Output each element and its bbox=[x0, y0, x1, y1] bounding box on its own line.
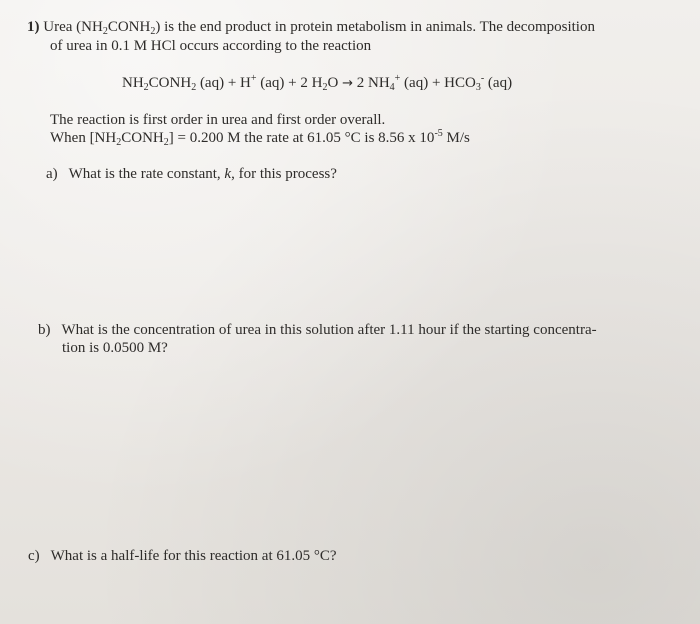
eq-sup: - bbox=[480, 73, 485, 84]
eq-sup: + bbox=[250, 73, 257, 84]
question-b-line1 bbox=[38, 321, 597, 339]
eq-part: O bbox=[327, 75, 343, 91]
eq-sub: 2 bbox=[191, 82, 197, 93]
intro-text-a: Urea (NH bbox=[43, 19, 103, 35]
problem-intro-line1 bbox=[27, 18, 595, 36]
eq-sub: 4 bbox=[389, 82, 395, 93]
exponent: -5 bbox=[434, 128, 443, 139]
question-a-text: , for this process? bbox=[231, 166, 337, 182]
eq-sub: 2 bbox=[322, 82, 328, 93]
reaction-equation bbox=[122, 74, 512, 93]
question-c-label: c) bbox=[28, 548, 40, 564]
intro-text-b: CONH bbox=[107, 19, 151, 35]
given-part: M/s bbox=[442, 130, 470, 146]
given-part: When [NH bbox=[50, 130, 117, 146]
eq-part: NH bbox=[122, 75, 144, 91]
eq-part: (aq) bbox=[484, 75, 513, 91]
eq-sup: + bbox=[394, 73, 401, 84]
intro-text-c: ) is the end product in protein metabolism in animals. The decomposition bbox=[155, 19, 595, 35]
given-part: CONH bbox=[121, 130, 164, 146]
problem-number: 1) bbox=[27, 19, 40, 35]
given-sub: 2 bbox=[163, 137, 169, 148]
question-a bbox=[46, 165, 337, 183]
problem-intro-line2: of urea in 0.1 M HCl occurs according to the reaction bbox=[50, 38, 372, 54]
eq-sub: 3 bbox=[475, 82, 481, 93]
question-b-line2: tion is 0.0500 M? bbox=[62, 340, 168, 356]
question-a-label: a) bbox=[46, 166, 58, 182]
eq-sub: 2 bbox=[143, 82, 149, 93]
rate-constant-symbol: k bbox=[224, 166, 232, 182]
question-c bbox=[28, 547, 337, 565]
question-a-text: What is the rate constant, bbox=[68, 166, 225, 182]
intro-sub-2: 2 bbox=[150, 26, 156, 37]
question-c-text: What is a half-life for this reaction at 61.05 °C? bbox=[50, 548, 337, 564]
eq-part: (aq) + HCO bbox=[400, 75, 476, 91]
eq-part: 2 NH bbox=[352, 75, 390, 91]
eq-part: (aq) + H bbox=[196, 75, 251, 91]
question-b-label: b) bbox=[38, 322, 51, 338]
reaction-arrow-icon: → bbox=[342, 76, 353, 91]
eq-part: CONH bbox=[148, 75, 192, 91]
intro-sub-1: 2 bbox=[102, 26, 108, 37]
given-part: ] = 0.200 M the rate at 61.05 °C is 8.56 x 10 bbox=[168, 130, 435, 146]
given-line1: The reaction is first order in urea and first order overall. bbox=[50, 112, 386, 128]
question-b-text: What is the concentration of urea in this solution after 1.11 hour if the starting concentra- bbox=[61, 322, 597, 338]
given-sub: 2 bbox=[116, 137, 122, 148]
given-line2 bbox=[50, 129, 470, 147]
eq-part: (aq) + 2 H bbox=[256, 75, 323, 91]
